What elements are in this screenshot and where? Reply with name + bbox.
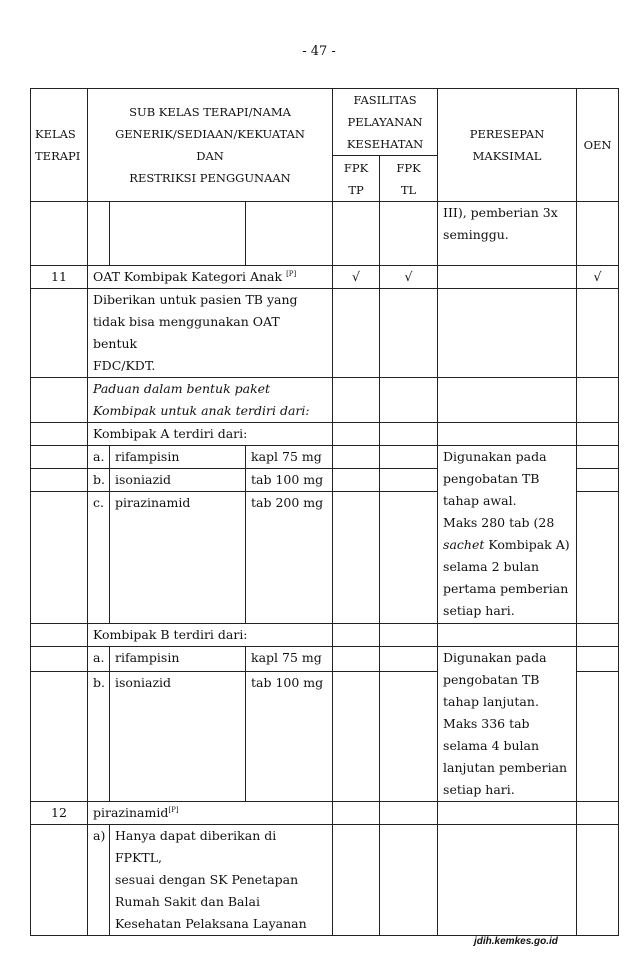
paduan-row [31,378,619,423]
drug-name: OAT Kombipak Kategori Anak [P] [88,266,333,289]
kombipak-a-item-a: a. rifampisin kapl 75 mg Digunakan pada pengobatan TB tahap awal. Maks 280 tab (28 sachet Kombipak A) selama 2 bulan pertama pemberian setiap hari. [31,446,619,469]
kombipak-a-title: Kombipak A terdiri dari: [88,423,333,446]
kombipak-b-peresepan: Digunakan pada pengobatan TB tahap lanjutan. Maks 336 tab selama 4 bulan lanjutan pemberian setiap hari. [438,647,577,802]
fpk-tp-check: √ [333,266,380,289]
header-sub-kelas: SUB KELAS TERAPI/NAMA GENERIK/SEDIAAN/KEKUATAN DAN RESTRIKSI PENGGUNAAN [88,89,333,202]
kombipak-a-title-row [31,423,619,446]
header-oen: OEN [577,89,619,202]
page-number: - 47 - [302,44,336,59]
restriction-row [31,289,619,378]
kombipak-b-item-a: a. rifampisin kapl 75 mg Digunakan pada pengobatan TB tahap lanjutan. Maks 336 tab selama 4 bulan lanjutan pemberian setiap hari. [31,647,619,672]
footer-source: jdih.kemkes.go.id [474,936,558,947]
drug-name: pirazinamid[P] [88,802,333,825]
header-fasilitas: FASILITAS PELAYANAN KESEHATAN [333,89,438,156]
restriction-text: Diberikan untuk pasien TB yang tidak bisa menggunakan OAT bentuk FDC/KDT. [88,289,333,378]
header-kelas-terapi: KELAS TERAPI [31,89,88,202]
row-number: 11 [31,266,88,289]
kombipak-b-title: Kombipak B terdiri dari: [88,624,333,647]
row-number: 12 [31,802,88,825]
header-fpk-tl: FPK TL [380,156,438,202]
kombipak-a-peresepan: Digunakan pada pengobatan TB tahap awal. Maks 280 tab (28 sachet Kombipak A) selama 2 bulan pertama pemberian setiap hari. [438,446,577,624]
table-row-12 [31,802,619,825]
kombipak-b-item-b: b. isoniazid tab 100 mg [31,672,619,802]
continuation-peresepan: III), pemberian 3x seminggu. [438,202,577,266]
continuation-row [31,202,619,266]
paduan-text: Paduan dalam bentuk paket Kombipak untuk anak terdiri dari: [88,378,333,423]
header-peresepan: PERESEPAN MAKSIMAL [438,89,577,202]
fpk-tl-check: √ [380,266,438,289]
row-12-restriction: Hanya dapat diberikan di FPKTL, sesuai dengan SK Penetapan Rumah Sakit dan Balai Kesehatan Pelaksana Layanan [110,825,333,936]
kombipak-a-item-b: b. isoniazid tab 100 mg [31,469,619,492]
row-12-sub-a: a) Hanya dapat diberikan di FPKTL, sesuai dengan SK Penetapan Rumah Sakit dan Balai Kesehatan Pelaksana Layanan [31,825,619,936]
drug-formulary-table [30,88,619,936]
kombipak-b-title-row [31,624,619,647]
oen-check: √ [577,266,619,289]
kombipak-a-item-c: c. pirazinamid tab 200 mg [31,492,619,624]
header-fpk-tp: FPK TP [333,156,380,202]
table-row-11 [31,266,619,289]
